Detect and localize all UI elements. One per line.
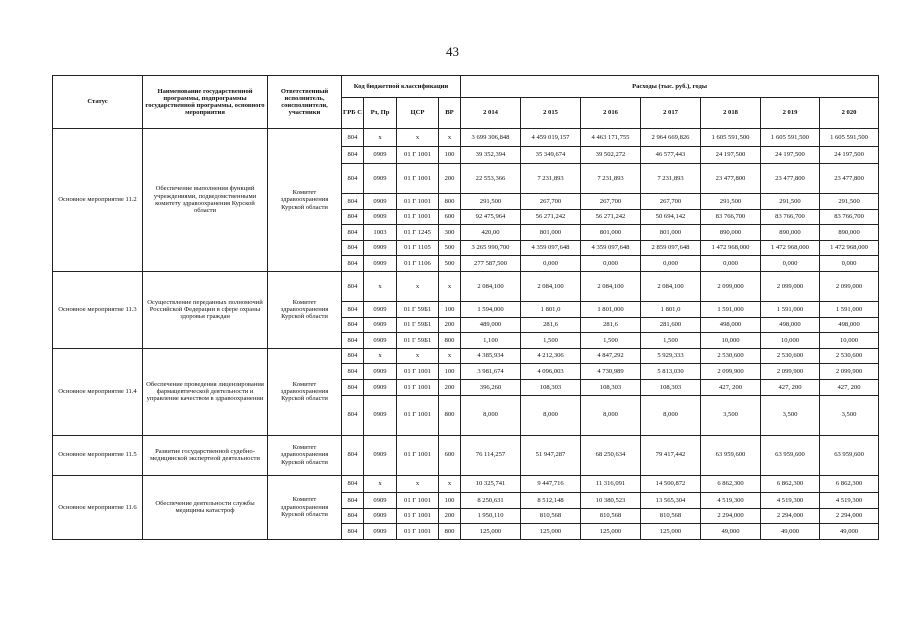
amount-cell: 498,000 xyxy=(820,317,879,333)
code-cell: x xyxy=(397,129,439,147)
amount-cell: 1 472 968,000 xyxy=(761,240,820,256)
amount-cell: 291,500 xyxy=(461,194,521,210)
group-status: Основное мероприятие 11.2 xyxy=(53,129,143,272)
amount-cell: 10,000 xyxy=(761,333,820,349)
amount-cell: 13 565,304 xyxy=(641,493,701,509)
amount-cell: 801,000 xyxy=(581,225,641,241)
amount-cell: 49,000 xyxy=(820,524,879,540)
table-row xyxy=(53,348,879,364)
group-responsible: Комитет здравоохранения Курской области xyxy=(268,435,342,475)
amount-cell: 108,303 xyxy=(521,379,581,395)
code-cell: 01 Г 1001 xyxy=(397,524,439,540)
amount-cell: 56 271,242 xyxy=(521,209,581,225)
group-status: Основное мероприятие 11.4 xyxy=(53,348,143,435)
code-cell: 804 xyxy=(342,435,364,475)
code-cell: x xyxy=(439,475,461,493)
code-cell: x xyxy=(439,348,461,364)
amount-cell: 427, 200 xyxy=(761,379,820,395)
code-cell: 01 Г 59Б1 xyxy=(397,317,439,333)
amount-cell: 2 084,100 xyxy=(521,271,581,301)
code-cell: 200 xyxy=(439,164,461,194)
amount-cell: 2 099,000 xyxy=(761,271,820,301)
table-row xyxy=(53,129,879,147)
header-csr: ЦСР xyxy=(397,98,439,129)
amount-cell: 63 959,600 xyxy=(820,435,879,475)
page-number: 43 xyxy=(446,44,459,59)
code-cell: 804 xyxy=(342,301,364,317)
amount-cell: 49,000 xyxy=(761,524,820,540)
amount-cell: 489,000 xyxy=(461,317,521,333)
header-budget-code: Код бюджетной классификации xyxy=(342,76,461,98)
code-cell: 0909 xyxy=(364,333,397,349)
amount-cell: 1 605 591,500 xyxy=(761,129,820,147)
amount-cell: 396,260 xyxy=(461,379,521,395)
code-cell: 0909 xyxy=(364,508,397,524)
code-cell: 800 xyxy=(439,333,461,349)
amount-cell: 35 349,674 xyxy=(521,146,581,164)
amount-cell: 2 084,100 xyxy=(581,271,641,301)
amount-cell: 3 699 306,848 xyxy=(461,129,521,147)
code-cell: 01 Г 1001 xyxy=(397,435,439,475)
code-cell: 01 Г 1001 xyxy=(397,364,439,380)
amount-cell: 2 859 097,648 xyxy=(641,240,701,256)
amount-cell: 63 959,600 xyxy=(761,435,820,475)
amount-cell: 10 325,741 xyxy=(461,475,521,493)
budget-table xyxy=(52,75,879,540)
header-year: 2 018 xyxy=(701,98,761,129)
amount-cell: 3,500 xyxy=(701,395,761,435)
code-cell: 0909 xyxy=(364,209,397,225)
amount-cell: 0,000 xyxy=(820,256,879,272)
code-cell: 800 xyxy=(439,395,461,435)
code-cell: 0909 xyxy=(364,164,397,194)
amount-cell: 23 477,800 xyxy=(761,164,820,194)
group-name: Развитие государственной судебно-медицинской экспертной деятельности xyxy=(143,435,268,475)
amount-cell: 9 447,716 xyxy=(521,475,581,493)
code-cell: 01 Г 1245 xyxy=(397,225,439,241)
amount-cell: 0,000 xyxy=(761,256,820,272)
amount-cell: 498,000 xyxy=(701,317,761,333)
header-vr: ВР xyxy=(439,98,461,129)
group-name: Обеспечение деятельности службы медицины катастроф xyxy=(143,475,268,539)
code-cell: 500 xyxy=(439,256,461,272)
amount-cell: 2 084,100 xyxy=(641,271,701,301)
amount-cell: 2 964 669,826 xyxy=(641,129,701,147)
amount-cell: 6 862,300 xyxy=(820,475,879,493)
amount-cell: 23 477,800 xyxy=(701,164,761,194)
amount-cell: 810,568 xyxy=(641,508,701,524)
code-cell: 600 xyxy=(439,435,461,475)
amount-cell: 8 250,631 xyxy=(461,493,521,509)
code-cell: 0909 xyxy=(364,240,397,256)
code-cell: 0909 xyxy=(364,364,397,380)
amount-cell: 5 813,030 xyxy=(641,364,701,380)
code-cell: 0909 xyxy=(364,524,397,540)
amount-cell: 92 475,964 xyxy=(461,209,521,225)
code-cell: 01 Г 1001 xyxy=(397,508,439,524)
amount-cell: 4 096,003 xyxy=(521,364,581,380)
amount-cell: 1,500 xyxy=(641,333,701,349)
code-cell: 804 xyxy=(342,146,364,164)
amount-cell: 281,6 xyxy=(581,317,641,333)
amount-cell: 427, 200 xyxy=(820,379,879,395)
amount-cell: 2 530,600 xyxy=(820,348,879,364)
amount-cell: 79 417,442 xyxy=(641,435,701,475)
amount-cell: 427, 200 xyxy=(701,379,761,395)
code-cell: 804 xyxy=(342,240,364,256)
amount-cell: 4 212,306 xyxy=(521,348,581,364)
amount-cell: 1 801,0 xyxy=(521,301,581,317)
code-cell: 804 xyxy=(342,271,364,301)
amount-cell: 2 099,900 xyxy=(761,364,820,380)
code-cell: x xyxy=(439,129,461,147)
amount-cell: 291,500 xyxy=(820,194,879,210)
amount-cell: 890,000 xyxy=(761,225,820,241)
table-row xyxy=(53,435,879,475)
amount-cell: 50 694,142 xyxy=(641,209,701,225)
amount-cell: 7 231,893 xyxy=(641,164,701,194)
amount-cell: 108,303 xyxy=(641,379,701,395)
code-cell: 0909 xyxy=(364,379,397,395)
amount-cell: 1 591,000 xyxy=(701,301,761,317)
amount-cell: 46 577,443 xyxy=(641,146,701,164)
code-cell: 0909 xyxy=(364,395,397,435)
amount-cell: 8 512,148 xyxy=(521,493,581,509)
amount-cell: 801,000 xyxy=(641,225,701,241)
code-cell: x xyxy=(364,475,397,493)
amount-cell: 3 981,674 xyxy=(461,364,521,380)
code-cell: 01 Г 59Б1 xyxy=(397,333,439,349)
amount-cell: 1 591,000 xyxy=(761,301,820,317)
code-cell: 804 xyxy=(342,524,364,540)
amount-cell: 4 359 097,648 xyxy=(521,240,581,256)
amount-cell: 3 265 990,700 xyxy=(461,240,521,256)
group-status: Основное мероприятие 11.5 xyxy=(53,435,143,475)
amount-cell: 267,700 xyxy=(521,194,581,210)
amount-cell: 2 530,600 xyxy=(701,348,761,364)
code-cell: 01 Г 1001 xyxy=(397,493,439,509)
amount-cell: 6 862,300 xyxy=(701,475,761,493)
amount-cell: 8,000 xyxy=(461,395,521,435)
amount-cell: 281,6 xyxy=(521,317,581,333)
header-year: 2 017 xyxy=(641,98,701,129)
amount-cell: 83 766,700 xyxy=(820,209,879,225)
amount-cell: 1,500 xyxy=(521,333,581,349)
code-cell: 804 xyxy=(342,194,364,210)
amount-cell: 8,000 xyxy=(641,395,701,435)
amount-cell: 2 099,000 xyxy=(701,271,761,301)
code-cell: 0909 xyxy=(364,435,397,475)
amount-cell: 125,000 xyxy=(521,524,581,540)
amount-cell: 49,000 xyxy=(701,524,761,540)
code-cell: 804 xyxy=(342,395,364,435)
header-year: 2 016 xyxy=(581,98,641,129)
code-cell: x xyxy=(439,271,461,301)
group-responsible: Комитет здравоохранения Курской области xyxy=(268,129,342,272)
header-year: 2 014 xyxy=(461,98,521,129)
code-cell: 804 xyxy=(342,129,364,147)
amount-cell: 63 959,600 xyxy=(701,435,761,475)
code-cell: 804 xyxy=(342,364,364,380)
code-cell: 200 xyxy=(439,379,461,395)
code-cell: 100 xyxy=(439,364,461,380)
amount-cell: 39 502,272 xyxy=(581,146,641,164)
header-status: Статус xyxy=(53,76,143,129)
amount-cell: 10,000 xyxy=(701,333,761,349)
amount-cell: 291,500 xyxy=(701,194,761,210)
amount-cell: 1 950,110 xyxy=(461,508,521,524)
code-cell: 01 Г 1001 xyxy=(397,194,439,210)
group-status: Основное мероприятие 11.6 xyxy=(53,475,143,539)
code-cell: 600 xyxy=(439,209,461,225)
code-cell: 01 Г 1106 xyxy=(397,256,439,272)
amount-cell: 810,568 xyxy=(581,508,641,524)
code-cell: 100 xyxy=(439,301,461,317)
amount-cell: 291,500 xyxy=(761,194,820,210)
amount-cell: 267,700 xyxy=(581,194,641,210)
code-cell: 01 Г 1001 xyxy=(397,146,439,164)
code-cell: 804 xyxy=(342,475,364,493)
amount-cell: 2 084,100 xyxy=(461,271,521,301)
amount-cell: 3,500 xyxy=(761,395,820,435)
code-cell: 500 xyxy=(439,240,461,256)
amount-cell: 1 801,000 xyxy=(581,301,641,317)
amount-cell: 23 477,800 xyxy=(820,164,879,194)
amount-cell: 6 862,300 xyxy=(761,475,820,493)
code-cell: 0909 xyxy=(364,301,397,317)
amount-cell: 277 587,500 xyxy=(461,256,521,272)
amount-cell: 2 099,000 xyxy=(820,271,879,301)
code-cell: 0909 xyxy=(364,317,397,333)
amount-cell: 2 294,000 xyxy=(820,508,879,524)
amount-cell: 4 459 019,157 xyxy=(521,129,581,147)
amount-cell: 0,000 xyxy=(521,256,581,272)
code-cell: 100 xyxy=(439,493,461,509)
code-cell: x xyxy=(364,348,397,364)
amount-cell: 0,000 xyxy=(581,256,641,272)
amount-cell: 267,700 xyxy=(641,194,701,210)
code-cell: 804 xyxy=(342,256,364,272)
code-cell: 300 xyxy=(439,225,461,241)
header-year: 2 020 xyxy=(820,98,879,129)
amount-cell: 2 530,600 xyxy=(761,348,820,364)
amount-cell: 0,000 xyxy=(641,256,701,272)
amount-cell: 1 801,0 xyxy=(641,301,701,317)
code-cell: 01 Г 1001 xyxy=(397,379,439,395)
code-cell: 200 xyxy=(439,317,461,333)
code-cell: 100 xyxy=(439,146,461,164)
amount-cell: 4 385,934 xyxy=(461,348,521,364)
amount-cell: 4 519,300 xyxy=(761,493,820,509)
amount-cell: 24 197,500 xyxy=(761,146,820,164)
code-cell: x xyxy=(364,129,397,147)
amount-cell: 890,000 xyxy=(820,225,879,241)
amount-cell: 24 197,500 xyxy=(701,146,761,164)
amount-cell: 3,500 xyxy=(820,395,879,435)
amount-cell: 890,000 xyxy=(701,225,761,241)
code-cell: 804 xyxy=(342,379,364,395)
code-cell: 1003 xyxy=(364,225,397,241)
amount-cell: 108,303 xyxy=(581,379,641,395)
header-rzpr: Рз, Пр xyxy=(364,98,397,129)
group-status: Основное мероприятие 11.3 xyxy=(53,271,143,348)
code-cell: 01 Г 1105 xyxy=(397,240,439,256)
table-row xyxy=(53,271,879,301)
code-cell: 804 xyxy=(342,317,364,333)
amount-cell: 7 231,893 xyxy=(521,164,581,194)
amount-cell: 0,000 xyxy=(701,256,761,272)
amount-cell: 39 352,394 xyxy=(461,146,521,164)
code-cell: 804 xyxy=(342,508,364,524)
code-cell: 200 xyxy=(439,508,461,524)
code-cell: 0909 xyxy=(364,493,397,509)
amount-cell: 2 294,000 xyxy=(761,508,820,524)
amount-cell: 801,000 xyxy=(521,225,581,241)
amount-cell: 4 519,300 xyxy=(701,493,761,509)
amount-cell: 8,000 xyxy=(581,395,641,435)
amount-cell: 420,00 xyxy=(461,225,521,241)
amount-cell: 2 099,900 xyxy=(820,364,879,380)
group-name: Осуществление переданных полномочий Российской Федерации в сфере охраны здоровья граждан xyxy=(143,271,268,348)
amount-cell: 4 463 171,755 xyxy=(581,129,641,147)
code-cell: x xyxy=(397,475,439,493)
code-cell: 01 Г 1001 xyxy=(397,164,439,194)
amount-cell: 68 250,634 xyxy=(581,435,641,475)
amount-cell: 125,000 xyxy=(641,524,701,540)
amount-cell: 10,000 xyxy=(820,333,879,349)
amount-cell: 1 605 591,500 xyxy=(701,129,761,147)
amount-cell: 14 500,872 xyxy=(641,475,701,493)
header-responsible: Ответственный исполнитель, соисполнители, участники xyxy=(268,76,342,129)
amount-cell: 810,568 xyxy=(521,508,581,524)
group-responsible: Комитет здравоохранения Курской области xyxy=(268,475,342,539)
amount-cell: 2 294,000 xyxy=(701,508,761,524)
code-cell: 800 xyxy=(439,194,461,210)
code-cell: 01 Г 1001 xyxy=(397,209,439,225)
code-cell: 804 xyxy=(342,348,364,364)
amount-cell: 2 099,900 xyxy=(701,364,761,380)
amount-cell: 4 519,300 xyxy=(820,493,879,509)
amount-cell: 7 231,893 xyxy=(581,164,641,194)
table-body xyxy=(53,129,879,540)
code-cell: 0909 xyxy=(364,146,397,164)
amount-cell: 11 316,091 xyxy=(581,475,641,493)
amount-cell: 76 114,257 xyxy=(461,435,521,475)
amount-cell: 24 197,500 xyxy=(820,146,879,164)
code-cell: x xyxy=(397,271,439,301)
code-cell: 804 xyxy=(342,493,364,509)
amount-cell: 1,100 xyxy=(461,333,521,349)
code-cell: 0909 xyxy=(364,194,397,210)
code-cell: 804 xyxy=(342,164,364,194)
group-responsible: Комитет здравоохранения Курской области xyxy=(268,271,342,348)
group-name: Обеспечение выполнения функций учреждениями, подведомственными комитету здравоохранения Курской области xyxy=(143,129,268,272)
amount-cell: 83 766,700 xyxy=(761,209,820,225)
table-row xyxy=(53,475,879,493)
amount-cell: 51 947,287 xyxy=(521,435,581,475)
code-cell: 804 xyxy=(342,225,364,241)
amount-cell: 4 359 097,648 xyxy=(581,240,641,256)
amount-cell: 83 766,700 xyxy=(701,209,761,225)
amount-cell: 281,600 xyxy=(641,317,701,333)
amount-cell: 125,000 xyxy=(581,524,641,540)
amount-cell: 1 594,000 xyxy=(461,301,521,317)
amount-cell: 1 605 591,500 xyxy=(820,129,879,147)
amount-cell: 1 591,000 xyxy=(820,301,879,317)
amount-cell: 4 847,292 xyxy=(581,348,641,364)
code-cell: 804 xyxy=(342,333,364,349)
header-name: Наименование государственной программы, подпрограммы государственной программы, основного мероприятия xyxy=(143,76,268,129)
header-year: 2 015 xyxy=(521,98,581,129)
amount-cell: 4 730,989 xyxy=(581,364,641,380)
amount-cell: 5 929,333 xyxy=(641,348,701,364)
header-year: 2 019 xyxy=(761,98,820,129)
header-grbs: ГРБ С xyxy=(342,98,364,129)
amount-cell: 1 472 968,000 xyxy=(701,240,761,256)
code-cell: 800 xyxy=(439,524,461,540)
code-cell: x xyxy=(364,271,397,301)
amount-cell: 125,000 xyxy=(461,524,521,540)
amount-cell: 8,000 xyxy=(521,395,581,435)
amount-cell: 1 472 968,000 xyxy=(820,240,879,256)
code-cell: 0909 xyxy=(364,256,397,272)
amount-cell: 22 553,366 xyxy=(461,164,521,194)
code-cell: 01 Г 1001 xyxy=(397,395,439,435)
code-cell: x xyxy=(397,348,439,364)
amount-cell: 10 380,523 xyxy=(581,493,641,509)
code-cell: 01 Г 59Б1 xyxy=(397,301,439,317)
code-cell: 804 xyxy=(342,209,364,225)
group-responsible: Комитет здравоохранения Курской области xyxy=(268,348,342,435)
amount-cell: 498,000 xyxy=(761,317,820,333)
amount-cell: 56 271,242 xyxy=(581,209,641,225)
header-expenses: Расходы (тыс. руб.), годы xyxy=(461,76,879,98)
group-name: Обеспечение проведения лицензирования фармацевтической деятельности и управление качеством в здравоохранении xyxy=(143,348,268,435)
amount-cell: 1,500 xyxy=(581,333,641,349)
